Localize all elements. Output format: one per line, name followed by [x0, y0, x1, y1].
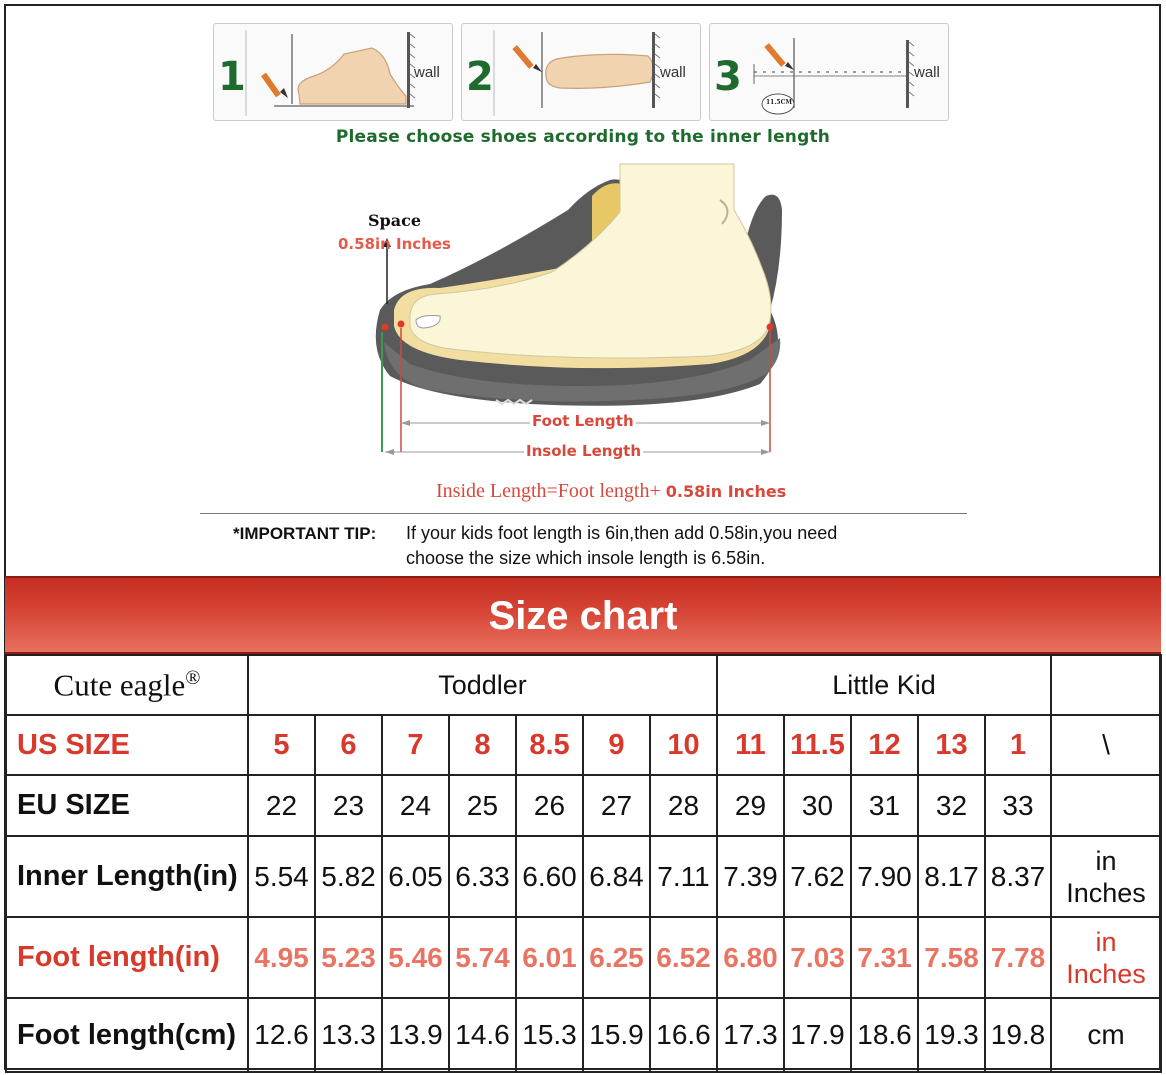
inner-length-cell: 6.60 — [516, 836, 583, 917]
foot-length-in-cell: 5.46 — [382, 917, 449, 998]
header-row — [6, 655, 1161, 715]
header-unit-cell — [1051, 655, 1161, 715]
space-value: 0.58in Inches — [338, 235, 451, 253]
us-size-cell: 8.5 — [516, 715, 583, 775]
us-size-cell: 10 — [650, 715, 717, 775]
inner-length-cell: 5.82 — [315, 836, 382, 917]
foot-length-cm-cell: 13.3 — [315, 998, 382, 1072]
foot-length-cm-cell: 12.6 — [248, 998, 315, 1072]
step-1-wall-label: wall — [414, 64, 440, 81]
step-1-panel — [213, 23, 453, 121]
us-size-cell: 8 — [449, 715, 516, 775]
inner-length-cell: 6.33 — [449, 836, 516, 917]
foot-length-cm-cell: 19.8 — [985, 998, 1051, 1072]
us-size-cell: 1 — [985, 715, 1051, 775]
foot-length-in-cell: 6.01 — [516, 917, 583, 998]
eu-size-cell: 24 — [382, 775, 449, 836]
inner-length-cell: 6.05 — [382, 836, 449, 917]
foot-length-cm-cell: 18.6 — [851, 998, 918, 1072]
foot-length-unit-line2: Inches — [1066, 958, 1146, 989]
inner-length-cell: 8.37 — [985, 836, 1051, 917]
foot-length-in-cell: 7.78 — [985, 917, 1051, 998]
tip-line-1: If your kids foot length is 6in,then add 0.58in,you need — [406, 523, 838, 543]
table-row — [6, 917, 1161, 998]
size-chart-banner — [5, 576, 1161, 654]
table-row — [6, 775, 1161, 836]
eu-size-cell: 27 — [583, 775, 650, 836]
inner-length-unit-line2: Inches — [1066, 877, 1146, 908]
foot-length-cm-cell: 14.6 — [449, 998, 516, 1072]
eu-size-cell: 26 — [516, 775, 583, 836]
step-2-panel — [461, 23, 701, 121]
foot-length-cm-cell: 16.6 — [650, 998, 717, 1072]
eu-size-cell: 28 — [650, 775, 717, 836]
toddler-group: Toddler — [248, 655, 717, 715]
inner-length-cell: 7.62 — [784, 836, 851, 917]
step-3-panel — [709, 23, 949, 121]
eu-size-cell: 23 — [315, 775, 382, 836]
foot-length-in-cell: 5.23 — [315, 917, 382, 998]
foot-length-cm-unit: cm — [1051, 998, 1161, 1072]
foot-length-in-cell: 4.95 — [248, 917, 315, 998]
length-formula — [436, 480, 786, 503]
inner-length-cell: 7.39 — [717, 836, 784, 917]
step-1-number: 1 — [218, 54, 246, 100]
brand-cell — [6, 655, 248, 715]
inner-length-unit-line1: in — [1095, 845, 1117, 876]
space-label: Space — [368, 211, 422, 230]
foot-length-cm-cell: 13.9 — [382, 998, 449, 1072]
step-3-number: 3 — [714, 54, 742, 100]
row-label-eu-size: EU SIZE — [6, 775, 248, 836]
inner-length-cell: 5.54 — [248, 836, 315, 917]
us-size-cell: 6 — [315, 715, 382, 775]
brand-name: Cute eagle — [53, 667, 186, 703]
foot-length-in-cell: 5.74 — [449, 917, 516, 998]
insole-length-label: Insole Length — [526, 442, 642, 460]
step-3-measure-label: 11.5CM — [765, 99, 793, 106]
foot-length-cm-cell: 17.9 — [784, 998, 851, 1072]
table-row — [6, 836, 1161, 917]
row-label-foot-length-cm: Foot length(cm) — [6, 998, 248, 1072]
eu-size-cell: 33 — [985, 775, 1051, 836]
row-label-us-size: US SIZE — [6, 715, 248, 775]
divider — [200, 513, 967, 514]
size-table — [5, 654, 1162, 1073]
foot-length-cm-cell: 15.3 — [516, 998, 583, 1072]
foot-length-label: Foot Length — [532, 412, 634, 430]
eu-size-cell: 22 — [248, 775, 315, 836]
foot-length-in-cell: 7.58 — [918, 917, 985, 998]
foot-length-cm-cell: 15.9 — [583, 998, 650, 1072]
eu-size-cell: 32 — [918, 775, 985, 836]
us-size-cell: 7 — [382, 715, 449, 775]
inner-length-cell: 6.84 — [583, 836, 650, 917]
eu-size-cell: 25 — [449, 775, 516, 836]
us-size-cell: 11.5 — [784, 715, 851, 775]
little-kid-group: Little Kid — [717, 655, 1051, 715]
eu-size-cell: 29 — [717, 775, 784, 836]
eu-size-cell: 31 — [851, 775, 918, 836]
step-3-wall-label: wall — [914, 64, 940, 81]
formula-value: 0.58in Inches — [665, 482, 787, 501]
us-size-cell: 12 — [851, 715, 918, 775]
foot-length-in-cell: 6.52 — [650, 917, 717, 998]
step-2-wall-label: wall — [660, 64, 686, 81]
foot-length-in-cell: 6.80 — [717, 917, 784, 998]
foot-length-in-cell: 7.31 — [851, 917, 918, 998]
tip-label: *IMPORTANT TIP: — [233, 524, 377, 543]
inner-length-unit — [1051, 836, 1161, 917]
foot-length-unit-line1: in — [1095, 926, 1117, 957]
us-size-unit: \ — [1051, 715, 1161, 775]
instruction-text: Please choose shoes according to the inner length — [335, 127, 831, 147]
foot-length-in-unit — [1051, 917, 1161, 998]
size-chart-title: Size chart — [488, 594, 678, 638]
us-size-cell: 5 — [248, 715, 315, 775]
registered-mark: ® — [185, 666, 201, 689]
step-2-number: 2 — [466, 54, 494, 100]
us-size-cell: 13 — [918, 715, 985, 775]
foot-length-cm-cell: 17.3 — [717, 998, 784, 1072]
inner-length-cell: 7.11 — [650, 836, 717, 917]
eu-size-unit — [1051, 775, 1161, 836]
inner-length-cell: 7.90 — [851, 836, 918, 917]
measuring-steps — [213, 23, 953, 123]
row-label-foot-length-in: Foot length(in) — [6, 917, 248, 998]
formula-text: Inside Length=Foot length+ — [436, 480, 661, 502]
tip-line-2: choose the size which insole length is 6.58in. — [406, 548, 766, 568]
us-size-cell: 9 — [583, 715, 650, 775]
table-row — [6, 715, 1161, 775]
us-size-cell: 11 — [717, 715, 784, 775]
foot-length-cm-cell: 19.3 — [918, 998, 985, 1072]
table-row — [6, 998, 1161, 1072]
eu-size-cell: 30 — [784, 775, 851, 836]
foot-length-in-cell: 6.25 — [583, 917, 650, 998]
inner-length-cell: 8.17 — [918, 836, 985, 917]
row-label-inner-length: Inner Length(in) — [6, 836, 248, 917]
foot-length-in-cell: 7.03 — [784, 917, 851, 998]
